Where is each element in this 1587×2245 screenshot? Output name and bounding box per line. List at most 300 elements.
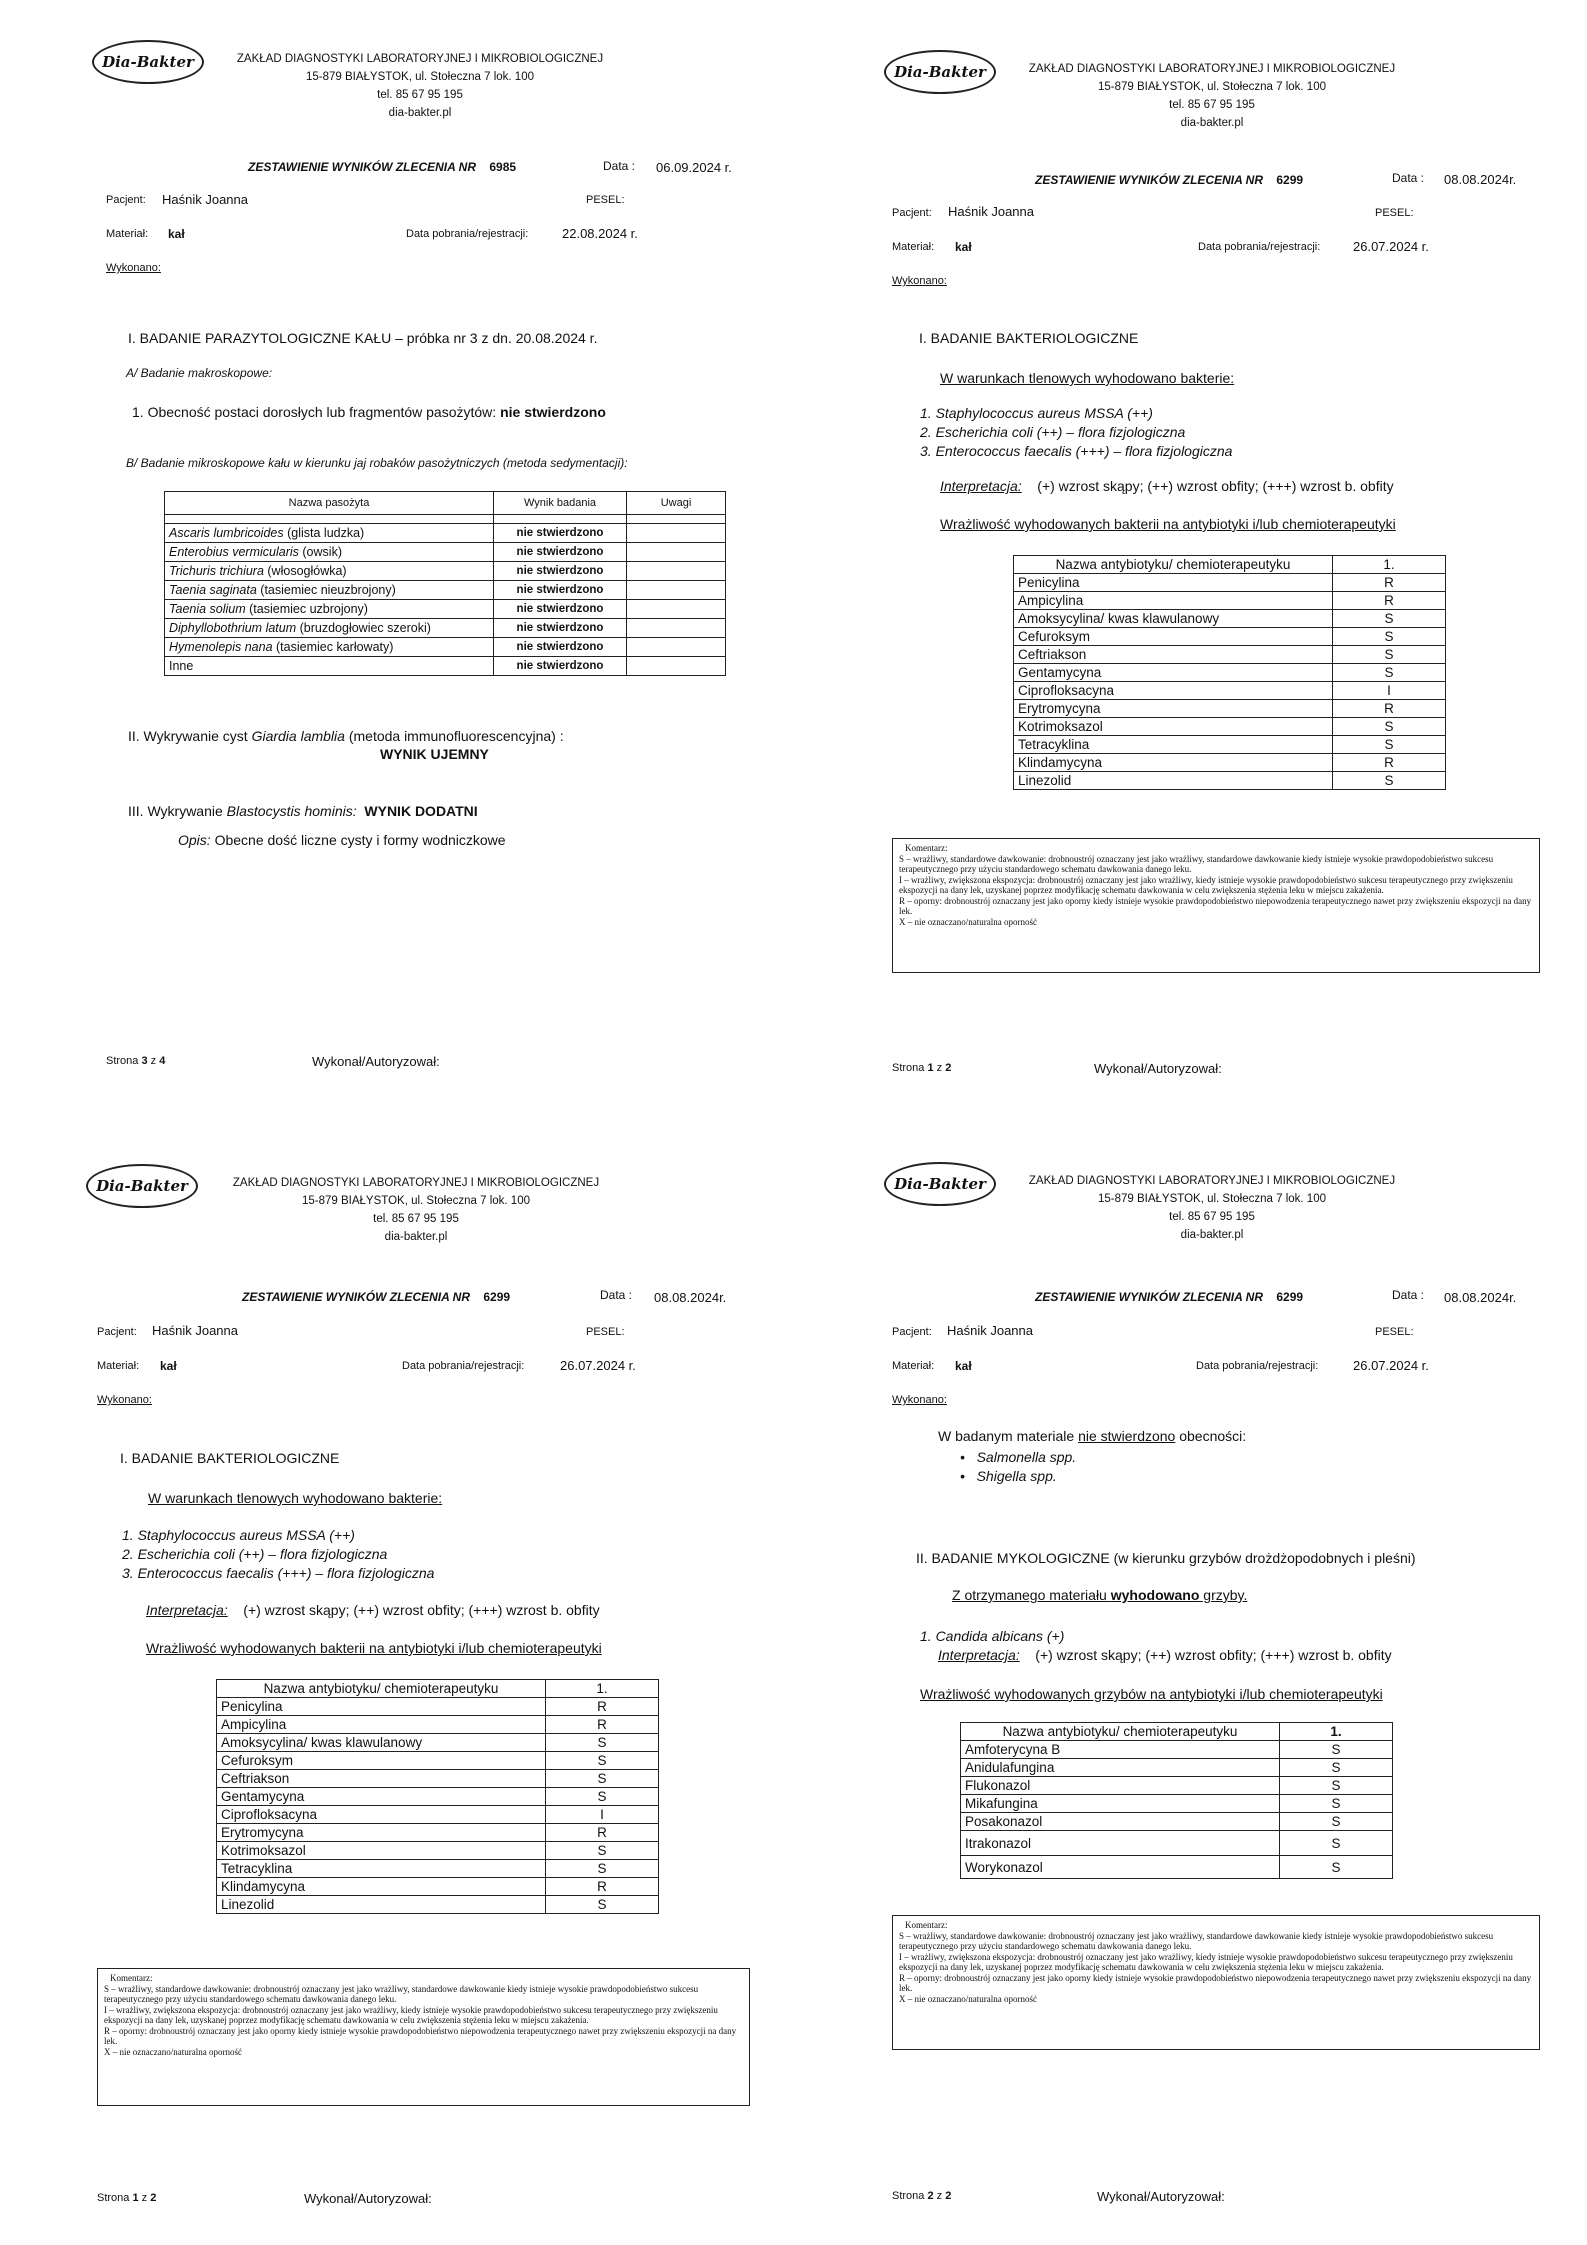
description (178, 832, 506, 848)
antifungal-name: Anidulafungina (961, 1759, 1280, 1777)
report-date: 06.09.2024 r. (656, 160, 732, 175)
table-row (1014, 682, 1446, 700)
table-row (217, 1734, 659, 1752)
report-date: 08.08.2024r. (1444, 172, 1517, 187)
parasite-table-header (165, 492, 726, 515)
fungi-text-c: grzyby. (1199, 1587, 1248, 1603)
antibiotic-name: Ciprofloksacyna (1014, 682, 1333, 700)
parasite-table (164, 491, 726, 676)
page-current: 3 (141, 1055, 148, 1067)
parasite-latin: Ascaris lumbricoides (169, 526, 284, 540)
comment-box (892, 1915, 1540, 2050)
of-word: z (936, 1062, 943, 1074)
comment-line: X – nie oznaczano/naturalna oporność (104, 2046, 242, 2057)
antibiotic-result: I (1333, 682, 1446, 700)
bacteriology-section-title: I. BADANIE BAKTERIOLOGICZNE (919, 330, 1139, 346)
bacteria-list (920, 404, 1232, 461)
parasite-common: Inne (169, 659, 194, 673)
order-title-text: ZESTAWIENIE WYNIKÓW ZLECENIA NR (1035, 173, 1263, 187)
antifungal-sensitivity-heading: Wrażliwość wyhodowanych grzybów na antybiotyki i/lub chemioterapeutyki (920, 1686, 1383, 1702)
comment-line: S – wrażliwy, standardowe dawkowanie: drobnoustrój oznaczany jest jako wrażliwy, standardowe dawkowanie kiedy istnieje wysokie prawdopodobieństwo sukcesu terapeutycznego przy użyciu standardowego schematu dawkowania danego leku. (899, 1930, 1494, 1951)
giardia-section (128, 728, 564, 744)
comment-line: I – wrażliwy, zwiększona ekspozycja: drobnoustrój oznaczany jest jako wrażliwy, kiedy istnieje wysokie prawdopodobieństwo sukcesu terapeutycznego przy zwiększeniu ekspozycji na dany lek, uzyskanej poprzez modyfikację schematu dawkowania w celu zwiększenia stężenia leku w miejscu zakażenia. (104, 2004, 718, 2025)
antifungal-name: Flukonazol (961, 1777, 1280, 1795)
page-number (892, 2190, 951, 2202)
antibiotic-name: Tetracyklina (1014, 736, 1333, 754)
parasite-header-name: Nazwa pasożyta (165, 492, 494, 515)
of-word: z (936, 2190, 943, 2202)
table-row (1014, 592, 1446, 610)
lab-web: dia-bakter.pl (1180, 1229, 1244, 1241)
material-label: Materiał: (892, 241, 935, 253)
table-row (1014, 628, 1446, 646)
parasite-common: (tasiemiec nieuzbrojony) (256, 583, 396, 597)
blastocystis-result: WYNIK DODATNI (364, 803, 478, 819)
list-item: 3. Enterococcus faecalis (+++) – flora fizjologiczna (920, 443, 1233, 459)
antibiotic-name: Cefuroksym (217, 1752, 546, 1770)
report-date: 08.08.2024r. (654, 1290, 727, 1305)
performed-label: Wykonano: (892, 1394, 947, 1406)
lab-header (196, 1174, 636, 1246)
table-row (217, 1806, 659, 1824)
collection-date: 22.08.2024 r. (562, 226, 638, 241)
comment-line: S – wrażliwy, standardowe dawkowanie: drobnoustrój oznaczany jest jako wrażliwy, standardowe dawkowanie kiedy istnieje wysokie prawdopodobieństwo sukcesu terapeutycznego przy użyciu standardowego schematu dawkowania danego leku. (899, 853, 1494, 874)
parasite-result: nie stwierdzono (494, 638, 627, 657)
lab-web: dia-bakter.pl (384, 1231, 448, 1243)
giardia-text-b: Giardia lamblia (251, 728, 345, 744)
antibiotic-result: S (1333, 736, 1446, 754)
interpretation-values: (+) wzrost skąpy; (++) wzrost obfity; (+++) wzrost b. obfity (1035, 1647, 1392, 1663)
antifungal-table-header (961, 1723, 1393, 1741)
lab-name: ZAKŁAD DIAGNOSTYKI LABORATORYJNEJ I MIKROBIOLOGICZNEJ (1028, 63, 1396, 75)
sensitivity-heading: Wrażliwość wyhodowanych bakterii na antybiotyki i/lub chemioterapeutyki (146, 1640, 602, 1656)
giardia-text-c: (metoda immunofluorescencyjna) : (344, 728, 564, 744)
page-current: 1 (927, 1062, 934, 1074)
table-row (165, 543, 726, 562)
antibiotic-name: Linezolid (1014, 772, 1333, 790)
absent-organism: Shigella spp. (976, 1468, 1057, 1484)
pesel-label: PESEL: (1375, 207, 1414, 219)
performed-label: Wykonano: (97, 1394, 152, 1406)
lab-phone: tel. 85 67 95 195 (377, 89, 463, 101)
parasite-latin: Trichuris trichiura (169, 564, 264, 578)
parasitology-section-title: I. BADANIE PARAZYTOLOGICZNE KAŁU – próbka nr 3 z dn. 20.08.2024 r. (128, 330, 598, 346)
lab-header (200, 50, 640, 122)
comment-title: Komentarz: (905, 1920, 948, 1930)
table-row (961, 1759, 1393, 1777)
comment-line: X – nie oznaczano/naturalna oporność (899, 916, 1037, 927)
comment-line: I – wrażliwy, zwiększona ekspozycja: drobnoustrój oznaczany jest jako wrażliwy, kiedy istnieje wysokie prawdopodobieństwo sukcesu terapeutycznego przy zwiększeniu ekspozycji na dany lek, uzyskanej poprzez modyfikację schematu dawkowania w celu zwiększenia stężenia leku w miejscu zakażenia. (899, 1951, 1513, 1972)
lab-address: 15-879 BIAŁYSTOK, ul. Stołeczna 7 lok. 100 (305, 71, 534, 83)
microscopic-label: B/ Badanie mikroskopowe kału w kierunku jaj robaków pasożytniczych (metoda sedymentacji): (126, 456, 628, 470)
collection-date-label: Data pobrania/rejestracji: (1196, 1360, 1319, 1372)
antibiotic-name: Penicylina (1014, 574, 1333, 592)
lab-address: 15-879 BIAŁYSTOK, ul. Stołeczna 7 lok. 100 (1097, 1193, 1326, 1205)
bacteriology-section-title: I. BADANIE BAKTERIOLOGICZNE (120, 1450, 340, 1466)
antibiotic-name: Erytromycyna (217, 1824, 546, 1842)
table-row (217, 1716, 659, 1734)
fungi-text-a: Z otrzymanego materiału (952, 1587, 1111, 1603)
macroscopic-item-text: 1. Obecność postaci dorosłych lub fragmentów pasożytów: (132, 404, 497, 420)
comment-title: Komentarz: (110, 1973, 153, 1983)
table-row (961, 1741, 1393, 1759)
parasite-common: (tasiemiec uzbrojony) (245, 602, 368, 616)
parasite-header-notes: Uwagi (627, 492, 726, 515)
order-title (1035, 173, 1303, 187)
antibiotic-name: Cefuroksym (1014, 628, 1333, 646)
patient-name: Haśnik Joanna (947, 1323, 1033, 1338)
lab-web: dia-bakter.pl (1180, 117, 1244, 129)
patient-name: Haśnik Joanna (162, 192, 248, 207)
page-total: 4 (159, 1055, 166, 1067)
page-word: Strona (97, 2192, 130, 2204)
antibiotic-name: Ampicylina (217, 1716, 546, 1734)
page-number (106, 1055, 165, 1067)
antibiotic-table-header (217, 1680, 659, 1698)
antibiotic-name: Gentamycyna (217, 1788, 546, 1806)
lab-web: dia-bakter.pl (388, 107, 452, 119)
order-title-text: ZESTAWIENIE WYNIKÓW ZLECENIA NR (1035, 1290, 1263, 1304)
antifungal-name: Worykonazol (961, 1856, 1280, 1879)
macroscopic-result: nie stwierdzono (500, 404, 606, 420)
absence-text-c: obecności: (1175, 1428, 1247, 1444)
antibiotic-result: S (546, 1842, 659, 1860)
table-row (961, 1813, 1393, 1831)
table-row (217, 1752, 659, 1770)
antibiotic-result: S (1333, 628, 1446, 646)
dia-bakter-logo (86, 1164, 198, 1208)
comment-line: R – oporny: drobnoustrój oznaczany jest jako oporny kiedy istnieje wysokie prawdopodobieństwo niepowodzenia terapeutycznego nawet przy zwiększeniu ekspozycji na dany lek. (104, 2025, 737, 2046)
antibiotic-name: Tetracyklina (217, 1860, 546, 1878)
table-row (961, 1831, 1393, 1856)
report-page-tr (792, 0, 1585, 1122)
order-title-text: ZESTAWIENIE WYNIKÓW ZLECENIA NR (242, 1290, 470, 1304)
collection-date-label: Data pobrania/rejestracji: (402, 1360, 525, 1372)
order-number: 6299 (1276, 1290, 1304, 1304)
of-word: z (150, 1055, 157, 1067)
antibiotic-header-name: Nazwa antybiotyku/ chemioterapeutyku (1014, 556, 1333, 574)
mycology-section-title: II. BADANIE MYKOLOGICZNE (w kierunku grzybów drożdżopodobnych i pleśni) (916, 1550, 1416, 1566)
antibiotic-result: S (546, 1752, 659, 1770)
logo-text: Dia-Bakter (894, 63, 986, 81)
interpretation (940, 478, 1394, 494)
table-row (217, 1788, 659, 1806)
antibiotic-name: Penicylina (217, 1698, 546, 1716)
antibiotic-name: Gentamycyna (1014, 664, 1333, 682)
parasite-latin: Hymenolepis nana (169, 640, 273, 654)
of-word: z (141, 2192, 148, 2204)
date-label: Data : (600, 1288, 633, 1302)
table-row (217, 1824, 659, 1842)
antibiotic-result: R (1333, 574, 1446, 592)
antibiotic-name: Ampicylina (1014, 592, 1333, 610)
page-number (97, 2192, 156, 2204)
performed-by-label: Wykonał/Autoryzował: (1094, 1061, 1222, 1076)
collection-date: 26.07.2024 r. (1353, 239, 1429, 254)
page-total: 2 (945, 1062, 952, 1074)
performed-label: Wykonano: (892, 275, 947, 287)
material-label: Materiał: (106, 228, 149, 240)
list-item: • Shigella spp. (960, 1468, 1057, 1484)
interpretation-label: Interpretacja: (146, 1602, 228, 1618)
table-row (165, 600, 726, 619)
lab-header (992, 1172, 1432, 1244)
parasite-common: (włosogłówka) (263, 564, 347, 578)
table-row (1014, 646, 1446, 664)
list-item: • Salmonella spp. (960, 1449, 1077, 1465)
interpretation-label: Interpretacja: (940, 478, 1022, 494)
table-row (165, 638, 726, 657)
performed-by-label: Wykonał/Autoryzował: (304, 2191, 432, 2206)
parasite-common: (bruzdogłowiec szeroki) (296, 621, 431, 635)
interpretation-label: Interpretacja: (938, 1647, 1020, 1663)
antibiotic-name: Ceftriakson (1014, 646, 1333, 664)
order-title (242, 1290, 510, 1304)
order-number: 6299 (483, 1290, 511, 1304)
lab-name: ZAKŁAD DIAGNOSTYKI LABORATORYJNEJ I MIKROBIOLOGICZNEJ (232, 1177, 600, 1189)
table-row (165, 581, 726, 600)
table-row (165, 524, 726, 543)
antifungal-name: Posakonazol (961, 1813, 1280, 1831)
lab-phone: tel. 85 67 95 195 (1169, 1211, 1255, 1223)
lab-name: ZAKŁAD DIAGNOSTYKI LABORATORYJNEJ I MIKROBIOLOGICZNEJ (236, 53, 604, 65)
comment-line: R – oporny: drobnoustrój oznaczany jest jako oporny kiedy istnieje wysokie prawdopodobieństwo niepowodzenia terapeutycznego nawet przy zwiększeniu ekspozycji na dany lek. (899, 1972, 1532, 1993)
table-row (961, 1795, 1393, 1813)
antifungal-result: S (1280, 1759, 1393, 1777)
report-page-tl (0, 0, 793, 1122)
antibiotic-name: Erytromycyna (1014, 700, 1333, 718)
fungi-statement (952, 1587, 1247, 1603)
page-current: 2 (927, 2190, 934, 2202)
list-item: 1. Staphylococcus aureus MSSA (++) (920, 405, 1153, 421)
lab-address: 15-879 BIAŁYSTOK, ul. Stołeczna 7 lok. 100 (1097, 81, 1326, 93)
page-total: 2 (150, 2192, 157, 2204)
comment-title: Komentarz: (905, 843, 948, 853)
antibiotic-result: I (546, 1806, 659, 1824)
table-row (165, 562, 726, 581)
comment-line: R – oporny: drobnoustrój oznaczany jest jako oporny kiedy istnieje wysokie prawdopodobieństwo niepowodzenia terapeutycznego nawet przy zwiększeniu ekspozycji na dany lek. (899, 895, 1532, 916)
blastocystis-text-b: Blastocystis hominis: (226, 803, 357, 819)
dia-bakter-logo (92, 40, 204, 84)
antibiotic-result: S (546, 1788, 659, 1806)
table-row (165, 619, 726, 638)
table-row (1014, 574, 1446, 592)
blastocystis-text-a: III. Wykrywanie (128, 803, 227, 819)
absence-text-a: W badanym materiale (938, 1428, 1079, 1444)
antifungal-name: Itrakonazol (961, 1831, 1280, 1856)
page-word: Strona (892, 2190, 925, 2202)
report-page-br (792, 1122, 1585, 2244)
comment-box (892, 838, 1540, 973)
cultured-bacteria-heading: W warunkach tlenowych wyhodowano bakterie: (940, 370, 1235, 386)
lab-name: ZAKŁAD DIAGNOSTYKI LABORATORYJNEJ I MIKROBIOLOGICZNEJ (1028, 1175, 1396, 1187)
table-row (1014, 718, 1446, 736)
table-row (1014, 772, 1446, 790)
pesel-label: PESEL: (1375, 1326, 1414, 1338)
antifungal-header-name: Nazwa antybiotyku/ chemioterapeutyku (961, 1723, 1280, 1741)
giardia-result: WYNIK UJEMNY (380, 746, 489, 762)
date-label: Data : (1392, 171, 1425, 185)
list-item: 2. Escherichia coli (++) – flora fizjologiczna (920, 424, 1186, 440)
sensitivity-heading: Wrażliwość wyhodowanych bakterii na antybiotyki i/lub chemioterapeutyki (940, 516, 1396, 532)
antibiotic-result: R (546, 1716, 659, 1734)
comment-line: X – nie oznaczano/naturalna oporność (899, 1993, 1037, 2004)
page-word: Strona (892, 1062, 925, 1074)
antibiotic-result: S (1333, 718, 1446, 736)
description-label: Opis: (178, 832, 211, 848)
antibiotic-name: Klindamycyna (1014, 754, 1333, 772)
antibiotic-result: R (1333, 754, 1446, 772)
performed-by-label: Wykonał/Autoryzował: (1097, 2189, 1225, 2204)
table-row (217, 1896, 659, 1914)
report-date: 08.08.2024r. (1444, 1290, 1517, 1305)
table-row (1014, 610, 1446, 628)
pesel-label: PESEL: (586, 194, 625, 206)
table-row (217, 1770, 659, 1788)
table-row (217, 1860, 659, 1878)
patient-label: Pacjent: (97, 1326, 137, 1338)
antibiotic-name: Klindamycyna (217, 1878, 546, 1896)
table-row (165, 657, 726, 676)
material-value: kał (955, 1359, 972, 1373)
comment-line: I – wrażliwy, zwiększona ekspozycja: drobnoustrój oznaczany jest jako wrażliwy, kiedy istnieje wysokie prawdopodobieństwo sukcesu terapeutycznego przy zwiększeniu ekspozycji na dany lek, uzyskanej poprzez modyfikację schematu dawkowania w celu zwiększenia stężenia leku w miejscu zakażenia. (899, 874, 1513, 895)
parasite-result: nie stwierdzono (494, 543, 627, 562)
interpretation (146, 1602, 600, 1618)
antibiotic-result: S (546, 1860, 659, 1878)
parasite-result: nie stwierdzono (494, 562, 627, 581)
lab-address: 15-879 BIAŁYSTOK, ul. Stołeczna 7 lok. 100 (301, 1195, 530, 1207)
antibiotic-table (1013, 555, 1446, 790)
page-number (892, 1062, 951, 1074)
antifungal-result: S (1280, 1856, 1393, 1879)
collection-date-label: Data pobrania/rejestracji: (406, 228, 529, 240)
parasite-result: nie stwierdzono (494, 600, 627, 619)
antifungal-header-result: 1. (1280, 1723, 1393, 1741)
antibiotic-result: S (1333, 646, 1446, 664)
order-title-text: ZESTAWIENIE WYNIKÓW ZLECENIA NR (248, 160, 476, 174)
antibiotic-result: S (546, 1896, 659, 1914)
antibiotic-result: R (1333, 592, 1446, 610)
parasite-latin: Diphyllobothrium latum (169, 621, 297, 635)
parasite-common: (owsik) (298, 545, 342, 559)
antibiotic-name: Amoksycylina/ kwas klawulanowy (217, 1734, 546, 1752)
antibiotic-header-result: 1. (1333, 556, 1446, 574)
material-label: Materiał: (97, 1360, 140, 1372)
order-title (248, 160, 516, 174)
antibiotic-result: R (1333, 700, 1446, 718)
parasite-result: nie stwierdzono (494, 619, 627, 638)
antibiotic-table (216, 1679, 659, 1914)
page-total: 2 (945, 2190, 952, 2202)
parasite-common: (glista ludzka) (283, 526, 365, 540)
table-row (1014, 664, 1446, 682)
parasite-latin: Taenia saginata (169, 583, 257, 597)
antibiotic-result: S (1333, 664, 1446, 682)
antifungal-table (960, 1722, 1393, 1879)
lab-header (992, 60, 1432, 132)
antifungal-result: S (1280, 1813, 1393, 1831)
comment-box (97, 1968, 750, 2106)
antibiotic-name: Kotrimoksazol (217, 1842, 546, 1860)
patient-name: Haśnik Joanna (152, 1323, 238, 1338)
logo-text: Dia-Bakter (894, 1175, 986, 1193)
antibiotic-result: R (546, 1824, 659, 1842)
interpretation-values: (+) wzrost skąpy; (++) wzrost obfity; (+++) wzrost b. obfity (1037, 478, 1394, 494)
table-row (217, 1842, 659, 1860)
material-value: kał (955, 240, 972, 254)
antifungal-result: S (1280, 1777, 1393, 1795)
antibiotic-result: S (1333, 610, 1446, 628)
performed-label: Wykonano: (106, 262, 161, 274)
antibiotic-result: S (546, 1734, 659, 1752)
dia-bakter-logo (884, 50, 996, 94)
antibiotic-name: Amoksycylina/ kwas klawulanowy (1014, 610, 1333, 628)
antibiotic-header-result: 1. (546, 1680, 659, 1698)
table-row (1014, 700, 1446, 718)
lab-phone: tel. 85 67 95 195 (1169, 99, 1255, 111)
collection-date: 26.07.2024 r. (1353, 1358, 1429, 1373)
order-number: 6299 (1276, 173, 1304, 187)
antifungal-name: Amfoterycyna B (961, 1741, 1280, 1759)
order-title (1035, 1290, 1303, 1304)
interpretation-values: (+) wzrost skąpy; (++) wzrost obfity; (+++) wzrost b. obfity (243, 1602, 600, 1618)
antifungal-result: S (1280, 1795, 1393, 1813)
logo-text: Dia-Bakter (102, 53, 194, 71)
antibiotic-result: R (546, 1878, 659, 1896)
table-row (217, 1698, 659, 1716)
antibiotic-result: S (1333, 772, 1446, 790)
patient-label: Pacjent: (892, 1326, 932, 1338)
parasite-table-spacer (165, 515, 726, 524)
fungus-item: 1. Candida albicans (+) (920, 1628, 1065, 1644)
order-number: 6985 (489, 160, 517, 174)
table-row (217, 1878, 659, 1896)
antibiotic-result: R (546, 1698, 659, 1716)
patient-label: Pacjent: (106, 194, 146, 206)
page-word: Strona (106, 1055, 139, 1067)
absence-text-b: nie stwierdzono (1078, 1428, 1176, 1444)
date-label: Data : (1392, 1288, 1425, 1302)
table-row (961, 1856, 1393, 1879)
antibiotic-table-header (1014, 556, 1446, 574)
antifungal-result: S (1280, 1741, 1393, 1759)
parasite-result: nie stwierdzono (494, 524, 627, 543)
interpretation (938, 1647, 1392, 1663)
logo-text: Dia-Bakter (96, 1177, 188, 1195)
macroscopic-label: A/ Badanie makroskopowe: (126, 366, 273, 380)
blastocystis-section (128, 803, 478, 819)
antifungal-name: Mikafungina (961, 1795, 1280, 1813)
absence-statement (938, 1428, 1246, 1444)
antibiotic-result: S (546, 1770, 659, 1788)
macroscopic-item (132, 404, 606, 420)
antibiotic-header-name: Nazwa antybiotyku/ chemioterapeutyku (217, 1680, 546, 1698)
page-current: 1 (132, 2192, 139, 2204)
material-value: kał (168, 227, 185, 241)
absent-organism: Salmonella spp. (976, 1449, 1077, 1465)
comment-line: S – wrażliwy, standardowe dawkowanie: drobnoustrój oznaczany jest jako wrażliwy, standardowe dawkowanie kiedy istnieje wysokie prawdopodobieństwo sukcesu terapeutycznego przy użyciu standardowego schematu dawkowania danego leku. (104, 1983, 699, 2004)
table-row (1014, 754, 1446, 772)
antifungal-result: S (1280, 1831, 1393, 1856)
date-label: Data : (603, 159, 636, 173)
patient-name: Haśnik Joanna (948, 204, 1034, 219)
cultured-bacteria-heading: W warunkach tlenowych wyhodowano bakterie: (148, 1490, 443, 1506)
parasite-result: nie stwierdzono (494, 657, 627, 676)
antibiotic-name: Linezolid (217, 1896, 546, 1914)
description-text: Obecne dość liczne cysty i formy wodniczkowe (210, 832, 506, 848)
parasite-header-result: Wynik badania (494, 492, 627, 515)
table-row (1014, 736, 1446, 754)
